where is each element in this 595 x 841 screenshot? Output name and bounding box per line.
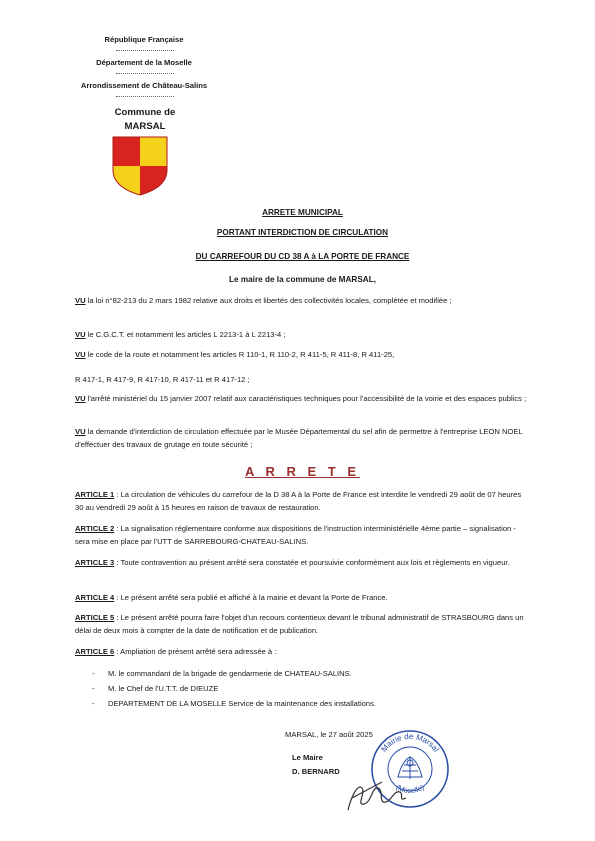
vu-paragraph-continued — [75, 374, 530, 387]
commune-label: Commune de — [114, 107, 176, 118]
article-label: ARTICLE 4 — [75, 593, 115, 602]
divider — [116, 96, 174, 97]
signatory-title: Le Maire — [292, 753, 323, 762]
signatory-name: D. BERNARD — [292, 767, 340, 776]
article-label: ARTICLE 5 — [75, 613, 115, 622]
list-item: - M. le commandant de la brigade de gendarmerie de CHATEAU-SALINS. — [92, 666, 376, 681]
recipient-text: M. le Chef de l'U.T.T. de DIEUZE — [108, 684, 219, 693]
arrete-heading: A R R E T E — [244, 464, 361, 479]
article-6 — [75, 646, 530, 659]
coat-of-arms-icon — [112, 136, 168, 196]
vu-text: R 417-1, R 417-9, R 417-10, R 417-11 et R 417-12 ; — [75, 375, 250, 384]
vu-label: VU — [75, 330, 86, 339]
vu-label: VU — [75, 350, 86, 359]
article-text: : La signalisation réglementaire conforme aux dispositions de l'instruction interministérielle 4ème partie – signalisation - sera mise en place par l'UTT de SARREBOURG-CHATEAU-SALINS. — [75, 524, 516, 546]
vu-text: le C.G.C.T. et notamment les articles L 2213-1 à L 2213-4 ; — [85, 330, 286, 339]
department-label: Département de la Moselle — [96, 58, 192, 67]
vu-text: la loi n°82-213 du 2 mars 1982 relative aux droits et libertés des collectivités locales, complétée et modifiée ; — [85, 296, 452, 305]
vu-paragraph — [75, 295, 530, 308]
commune-heading — [90, 106, 200, 134]
vu-label: VU — [75, 427, 86, 436]
article-text: : Toute contravention au présent arrêté sera constatée et poursuivie conformément aux lois et règlements en vigueur. — [114, 558, 510, 567]
vu-paragraph — [75, 329, 530, 342]
vu-text: le code de la route et notamment les articles R 110-1, R 110-2, R 411-5, R 411-8, R 411-25, — [85, 350, 395, 359]
article-text: : Le présent arrêté pourra faire l'objet d'un recours contentieux devant le tribunal administratif de STRASBOURG dans un délai de deux mois à compter de la date de notification et de publication. — [75, 613, 524, 635]
article-label: ARTICLE 3 — [75, 558, 115, 567]
vu-label: VU — [75, 296, 86, 305]
title-arrete-municipal: ARRETE MUNICIPAL — [262, 208, 343, 217]
mayor-intro: Le maire de la commune de MARSAL, — [229, 275, 376, 284]
article-label: ARTICLE 1 — [75, 490, 115, 499]
republic-label: République Française — [104, 35, 184, 44]
article-5 — [75, 612, 530, 637]
article-text: : Le présent arrêté sera publié et affiché à la mairie et devant la Porte de France. — [114, 593, 388, 602]
article-label: ARTICLE 2 — [75, 524, 115, 533]
recipient-list — [92, 666, 376, 711]
arrondissement-label: Arrondissement de Château-Salins — [80, 81, 208, 90]
handwritten-signature-icon — [342, 776, 412, 816]
commune-name: MARSAL — [124, 121, 166, 132]
title-interdiction: PORTANT INTERDICTION DE CIRCULATION — [216, 228, 389, 237]
svg-text:Mairie de Marsal: Mairie de Marsal — [379, 731, 441, 754]
article-text: : Ampliation de présent arrêté sera adressée à : — [114, 647, 277, 656]
article-2 — [75, 523, 530, 548]
vu-text: l'arrêté ministériel du 15 janvier 2007 relatif aux caractéristiques techniques pour l'accessibilité de la voirie et des espaces publics ; — [85, 394, 527, 403]
article-1 — [75, 489, 530, 514]
svg-text:(Moselle): (Moselle) — [394, 782, 426, 796]
vu-paragraph — [75, 349, 530, 362]
list-item: - DEPARTEMENT DE LA MOSELLE Service de la maintenance des installations. — [92, 696, 376, 711]
article-label: ARTICLE 6 — [75, 647, 115, 656]
recipient-text: DEPARTEMENT DE LA MOSELLE Service de la maintenance des installations. — [108, 699, 377, 708]
vu-paragraph — [75, 393, 530, 406]
divider — [116, 73, 174, 74]
place-date: MARSAL, le 27 août 2025 — [285, 730, 373, 739]
title-carrefour: DU CARREFOUR DU CD 38 A à LA PORTE DE FRANCE — [195, 252, 410, 261]
article-3 — [75, 557, 530, 570]
divider — [116, 50, 174, 51]
article-4 — [75, 592, 530, 605]
vu-text: la demande d'interdiction de circulation effectuée par le Musée Départemental du sel afin de permettre à l'entreprise LEON NOEL d'effectuer des travaux de grutage en toute sécurité ; — [75, 427, 523, 449]
vu-label: VU — [75, 394, 86, 403]
article-text: : La circulation de véhicules du carrefour de la D 38 A à la Porte de France est interdite le vendredi 29 août de 07 heures 30 au vendredi 29 août à 15 heures en raison de travaux de restauration. — [75, 490, 522, 512]
list-item: - M. le Chef de l'U.T.T. de DIEUZE — [92, 681, 376, 696]
recipient-text: M. le commandant de la brigade de gendarmerie de CHATEAU-SALINS. — [108, 669, 352, 678]
vu-paragraph — [75, 426, 530, 451]
